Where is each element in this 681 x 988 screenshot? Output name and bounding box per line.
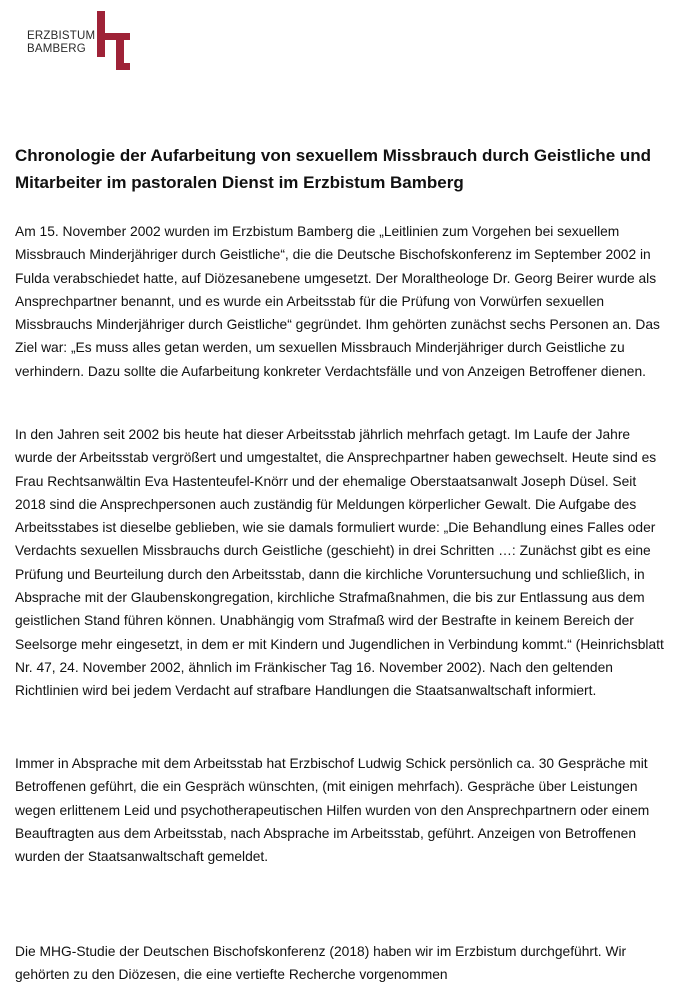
paragraph-4: Die MHG-Studie der Deutschen Bischofskonferenz (2018) haben wir im Erzbistum durchgeführt. Wir gehörten zu den Diözesen, die eine vertiefte Recherche vorgenommen [15, 944, 627, 983]
erzbistum-bamberg-logo [27, 10, 137, 74]
cross-logo-icon [96, 11, 134, 71]
document-title: Chronologie der Aufarbeitung von sexuellem Missbrauch durch Geistliche und Mitarbeiter im pastoralen Dienst im Erzbistum Bamberg [15, 146, 652, 192]
logo-wordmark [27, 30, 95, 56]
logo-line-2: BAMBERG [27, 43, 86, 55]
paragraph-1: Am 15. November 2002 wurden im Erzbistum Bamberg die „Leitlinien zum Vorgehen bei sexuellem Missbrauch Minderjähriger durch Geistliche“, die die Deutsche Bischofskonferenz im September 2002 in Fulda verabschiedet hatte, auf Diözesanebene umgesetzt. Der Moraltheologe Dr. Georg Beirer wurde als Ansprechpartner benannt, und es wurde ein Arbeitsstab für die Prüfung von Vorwürfen sexuellen Missbrauchs Minderjähriger durch Geistliche“ gegründet. Ihm gehörten zunächst sechs Personen an. Das Ziel war: „Es muss alles getan werden, um sexuellen Missbrauch Minderjähriger durch Geistliche zu verhindern. Dazu sollte die Aufarbeitung konkreter Verdachtsfälle und von Anzeigen Betroffener dienen. [15, 224, 660, 379]
paragraph-3: Immer in Absprache mit dem Arbeitsstab hat Erzbischof Ludwig Schick persönlich ca. 30 Gespräche mit Betroffenen geführt, die ein Gespräch wünschten, (mit einigen mehrfach). Gespräche über Leistungen wegen erlittenem Leid und psychotherapeutischen Hilfen wurden von den Ansprechpartnern oder einem Beauftragten aus dem Arbeitsstab, nach Absprache im Arbeitsstab, geführt. Anzeigen von Betroffenen wurden der Staatsanwaltschaft gemeldet. [15, 756, 650, 865]
logo-line-1: ERZBISTUM [27, 30, 96, 42]
paragraph-2: In den Jahren seit 2002 bis heute hat dieser Arbeitsstab jährlich mehrfach getagt. Im Laufe der Jahre wurde der Arbeitsstab vergrößert und umgestaltet, die Ansprechpartner haben gewechselt. Heute sind es Frau Rechtsanwältin Eva Hastenteufel-Knörr und der ehemalige Oberstaatsanwalt Joseph Düsel. Seit 2018 sind die Ansprechpersonen auch zuständig für Meldungen körperlicher Gewalt. Die Aufgabe des Arbeitsstabes ist dieselbe geblieben, wie sie damals formuliert wurde: „Die Behandlung eines Falles oder Verdachts sexuellen Missbrauchs durch Geistliche (geschieht) in drei Schritten …: Zunächst gibt es eine Prüfung und Beurteilung durch den Arbeitsstab, dann die kirchliche Voruntersuchung und schließlich, in Absprache mit der Glaubenskongregation, kirchliche Strafmaßnahmen, die bis zur Entlassung aus dem geistlichen Stand führen können. Unabhängig vom Strafmaß wird der Bestrafte in keinem Bereich der Seelsorge mehr eingesetzt, in dem er mit Kindern und Jugendlichen in Verbindung kommt.“ (Heinrichsblatt Nr. 47, 24. November 2002, ähnlich im Fränkischer Tag 16. November 2002). Nach den geltenden Richtlinien wird bei jedem Verdacht auf strafbare Handlungen die Staatsanwaltschaft informiert. [15, 427, 664, 699]
